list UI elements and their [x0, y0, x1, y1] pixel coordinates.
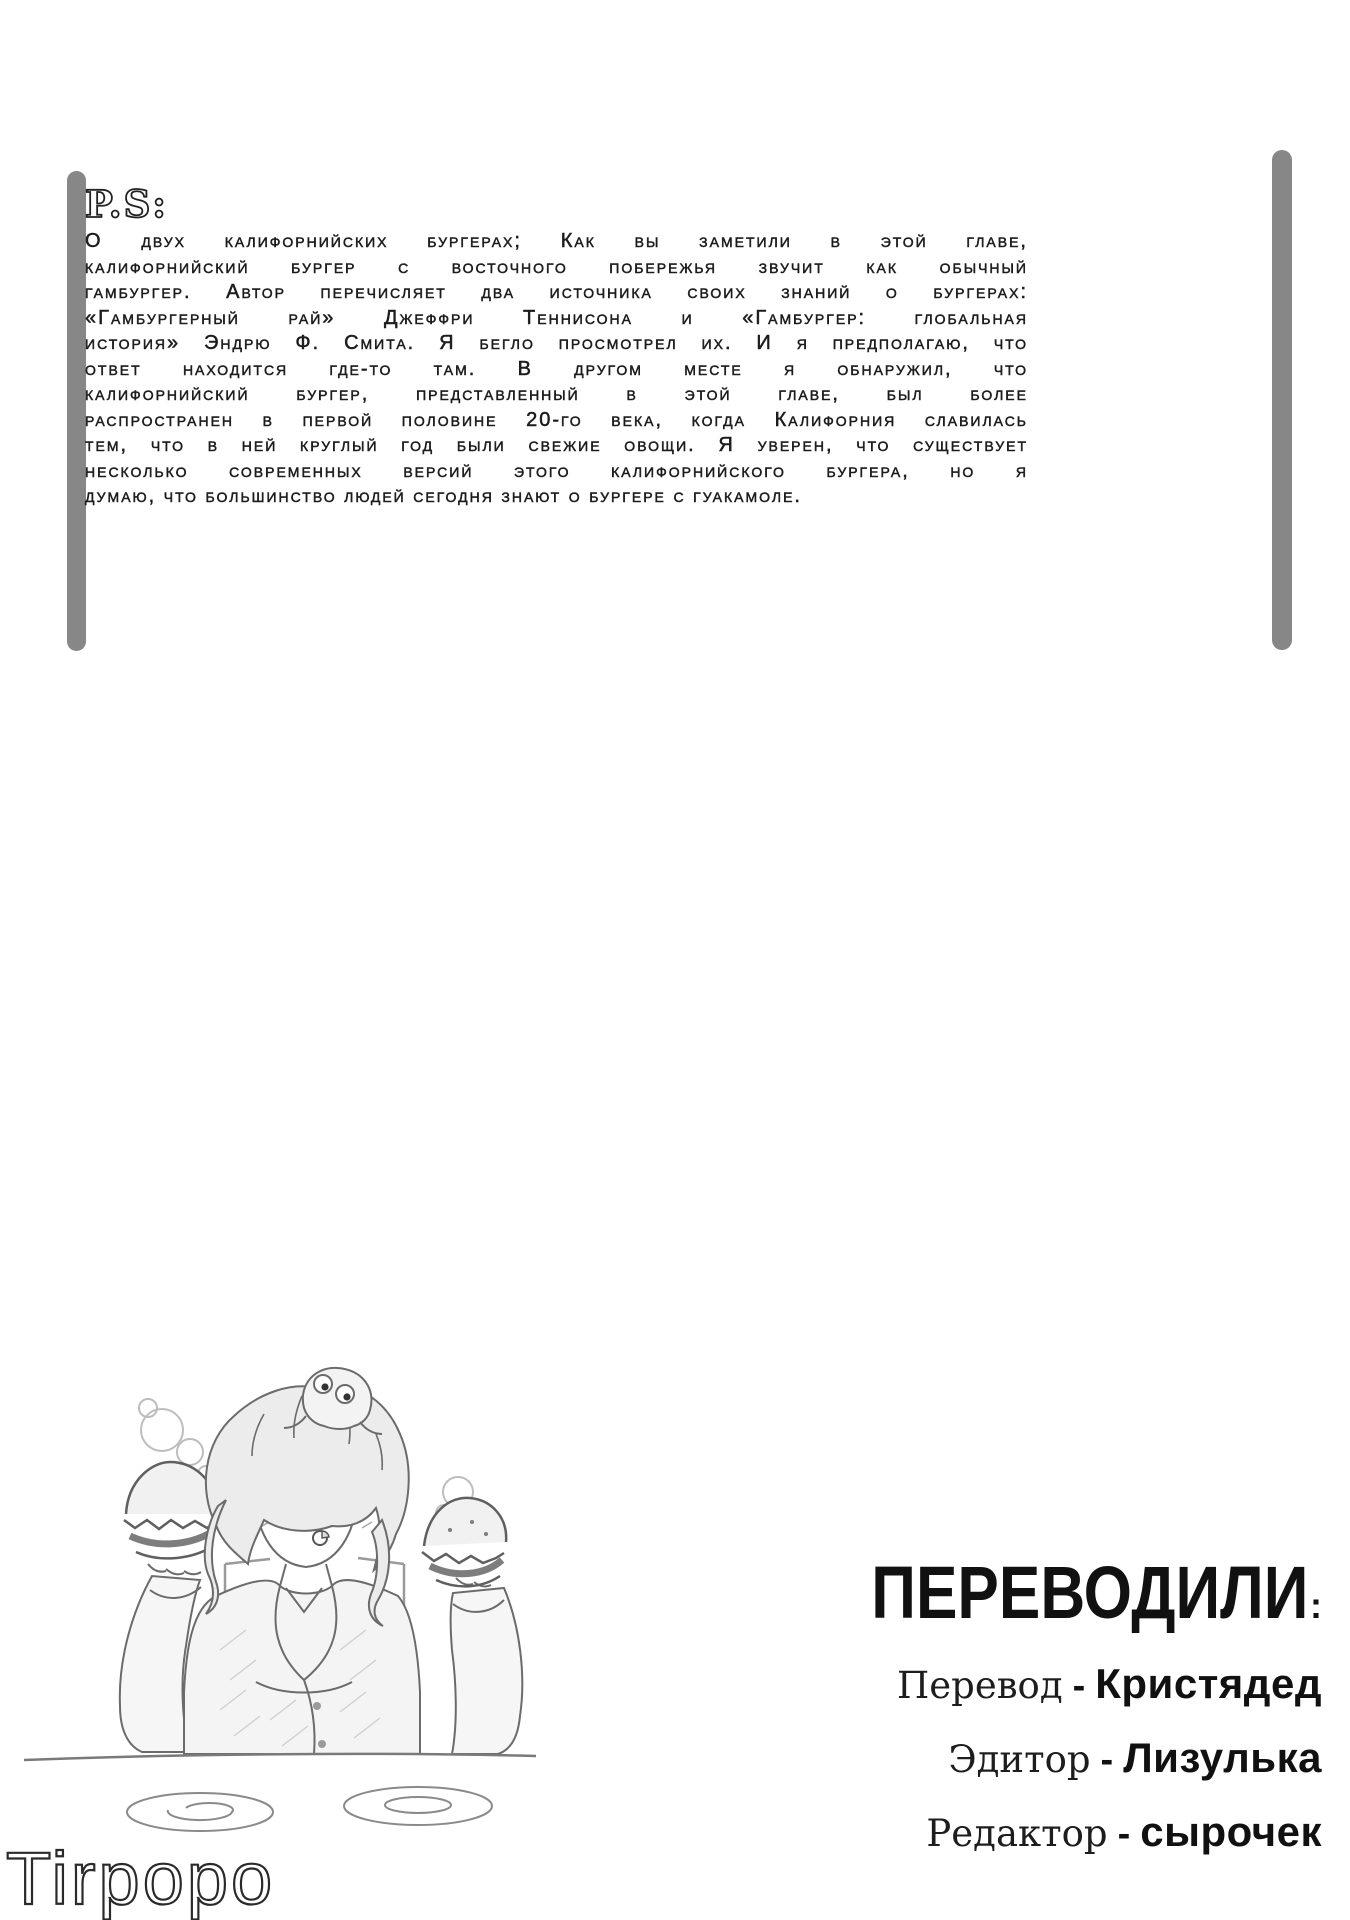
credit-row-translation	[602, 1652, 1322, 1726]
table-line	[24, 1754, 536, 1760]
right-rail-bar	[1272, 150, 1292, 650]
ps-line: тем, что в ней круглый год были свежие овощи. Я уверен, что существует	[85, 434, 1028, 456]
credit-role: Редактор	[926, 1812, 1108, 1855]
ps-line: несколько современных версий этого калифорнийского бургера, но я	[85, 459, 1028, 482]
left-hand	[148, 1564, 201, 1574]
right-arm	[451, 1588, 523, 1754]
burger-right	[422, 1498, 506, 1587]
ps-line: калифорнийский бургер, представленный в этой главе, был более	[85, 383, 1028, 405]
credits-title-row	[602, 1551, 1322, 1634]
scanlation-watermark: Tirpopo	[6, 1837, 276, 1920]
burger-left	[124, 1462, 216, 1558]
credit-name: Кристядед	[1095, 1660, 1322, 1707]
ps-line: история» Эндрю Ф. Смита. Я бегло просмотрел их. И я предполагаю, что	[85, 332, 1028, 354]
ps-line: «Гамбургерный рай» Джеффри Теннисона и «Гамбургер: глобальная	[85, 306, 1028, 329]
ps-line: думаю, что большинство людей сегодня знают о бургере с гуакамоле.	[85, 485, 802, 507]
credits-title-colon: :	[1310, 1585, 1322, 1626]
credit-dash: -	[1100, 1739, 1114, 1781]
credit-dash: -	[1072, 1665, 1086, 1707]
credits-title: ПЕРЕВОДИЛИ	[870, 1551, 1308, 1634]
credit-dash: -	[1117, 1813, 1131, 1855]
suit-body	[184, 1580, 420, 1754]
credit-name: Лизулька	[1123, 1734, 1322, 1781]
ps-line: гамбургер. Автор перечисляет два источника своих знаний о бургерах:	[85, 281, 1028, 303]
ps-note-section	[85, 184, 1028, 510]
credit-role: Перевод	[896, 1664, 1063, 1707]
left-rail-bar	[67, 171, 86, 651]
credit-role: Эдитор	[948, 1738, 1091, 1781]
ps-line: ответ находится где-то там. В другом месте я обнаружил, что	[85, 357, 1028, 380]
credit-row-redactor	[602, 1800, 1322, 1874]
ps-heading: P.S:	[85, 182, 168, 226]
credit-name: сырочек	[1140, 1808, 1322, 1855]
girl-with-burgers-illustration	[20, 1350, 540, 1840]
ps-line: распространен в первой половине 20-го века, когда Калифорния славилась	[85, 408, 1028, 431]
credit-row-editor	[602, 1726, 1322, 1800]
credit-rows	[602, 1652, 1322, 1874]
translators-credits	[602, 1551, 1322, 1874]
ps-line: калифорнийский бургер с восточного побережья звучит как обычный	[85, 255, 1028, 278]
ps-line: О двух калифорнийских бургерах; Как вы заметили в этой главе,	[85, 230, 1028, 252]
ps-paragraph	[85, 229, 1028, 510]
plates	[127, 1787, 492, 1831]
